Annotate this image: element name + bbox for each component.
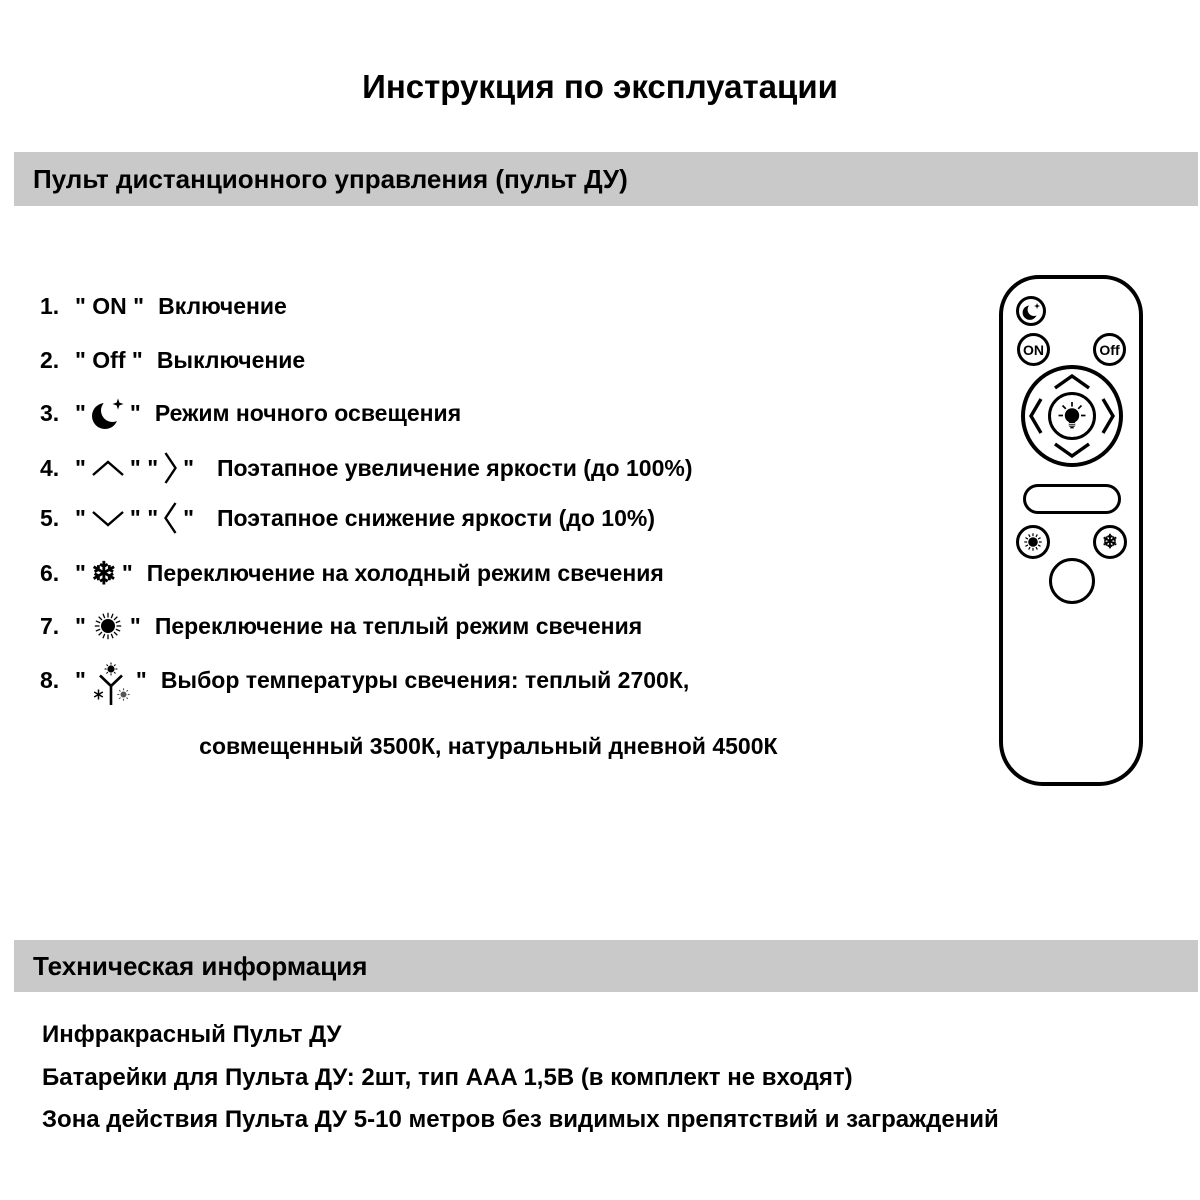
- list-number: 5.: [40, 504, 60, 531]
- chevron-up-icon: [1052, 374, 1092, 390]
- list-item: [40, 658, 778, 759]
- list-number: 8.: [40, 667, 60, 693]
- quote-mark: ": [75, 667, 86, 693]
- list-item: [40, 551, 664, 595]
- item-description: Переключение на теплый режим свечения: [154, 612, 643, 639]
- quote-mark: ": [75, 504, 86, 531]
- temperature-select-branch-icon: [91, 662, 131, 706]
- center-light-button: [1048, 392, 1096, 440]
- quote-mark: ": [75, 612, 86, 639]
- list-number: 6.: [40, 559, 60, 586]
- crescent-moon-icon: [1022, 301, 1041, 321]
- quote-marks: " ": [129, 454, 159, 481]
- page-title: Инструкция по эксплуатации: [362, 68, 838, 105]
- pill-button: [1023, 484, 1121, 514]
- tech-info-line: Батарейки для Пульта ДУ: 2шт, тип AAA 1,5В (в комплект не входят): [42, 1064, 853, 1091]
- quote-mark: ": [75, 559, 86, 586]
- item-description: Переключение на холодный режим свечения: [146, 559, 664, 586]
- angle-bracket-right-icon: [163, 451, 178, 485]
- quote-mark: ": [75, 454, 86, 481]
- angle-bracket-left-icon: [163, 501, 178, 535]
- cool-mode-button: [1093, 525, 1127, 559]
- section-header-tech: [14, 940, 1198, 992]
- crescent-moon-icon: [91, 395, 125, 431]
- item-description: Поэтапное снижение яркости (до 10%): [217, 504, 655, 531]
- light-bulb-icon: [1058, 401, 1086, 432]
- item-description: Включение: [158, 292, 287, 319]
- button-label-token: " ON ": [75, 292, 145, 319]
- item-description-line1: Выбор температуры свечения: теплый 2700К,: [160, 667, 690, 693]
- angle-bracket-right-icon: [1101, 396, 1116, 436]
- list-item: [40, 496, 655, 540]
- quote-mark: ": [129, 612, 141, 639]
- list-item: [40, 284, 287, 328]
- quote-mark: ": [183, 454, 195, 481]
- item-description-line2: совмещенный 3500К, натуральный дневной 4500К: [199, 733, 778, 759]
- angle-bracket-left-icon: [1028, 396, 1043, 436]
- item-description: Режим ночного освещения: [154, 399, 462, 426]
- snowflake-icon: ❄: [1102, 531, 1118, 553]
- quote-mark: ": [75, 399, 86, 426]
- item-description: Выключение: [156, 346, 306, 373]
- chevron-up-icon: [91, 460, 125, 477]
- section-header-remote: [14, 152, 1198, 206]
- item-description: [161, 658, 778, 763]
- section-header-remote-label: Пульт дистанционного управления (пульт ДУ): [33, 163, 628, 194]
- sun-icon: [1021, 530, 1045, 554]
- chevron-down-icon: [1052, 442, 1092, 458]
- quote-marks: " ": [129, 504, 159, 531]
- quote-mark: ": [129, 399, 141, 426]
- list-number: 4.: [40, 454, 60, 481]
- night-mode-button: [1016, 296, 1046, 326]
- section-header-tech-label: Техническая информация: [33, 950, 368, 981]
- off-button: Off: [1093, 333, 1126, 366]
- list-item: [40, 391, 461, 435]
- dpad-ring: [1021, 365, 1123, 467]
- on-button: ON: [1017, 333, 1050, 366]
- remote-control-drawing: [999, 275, 1143, 786]
- button-label-token: " Off ": [75, 346, 143, 373]
- chevron-down-icon: [91, 510, 125, 527]
- snowflake-icon: ❄: [90, 555, 117, 591]
- list-number: 3.: [40, 399, 60, 426]
- item-description: Поэтапное увеличение яркости (до 100%): [217, 454, 693, 481]
- bottom-round-button: [1049, 558, 1095, 604]
- list-item: [40, 338, 305, 382]
- quote-mark: ": [183, 504, 195, 531]
- quote-mark: ": [135, 667, 147, 693]
- list-number: 2.: [40, 346, 60, 373]
- list-number: 7.: [40, 612, 60, 639]
- list-item: [40, 446, 692, 490]
- list-number: 1.: [40, 292, 60, 319]
- tech-info-line: Зона действия Пульта ДУ 5-10 метров без видимых препятствий и заграждений: [42, 1106, 999, 1133]
- tech-info-line: Инфракрасный Пульт ДУ: [42, 1021, 342, 1048]
- quote-mark: ": [121, 559, 133, 586]
- sun-icon: [91, 609, 125, 643]
- warm-mode-button: [1016, 525, 1050, 559]
- list-item: [40, 604, 642, 648]
